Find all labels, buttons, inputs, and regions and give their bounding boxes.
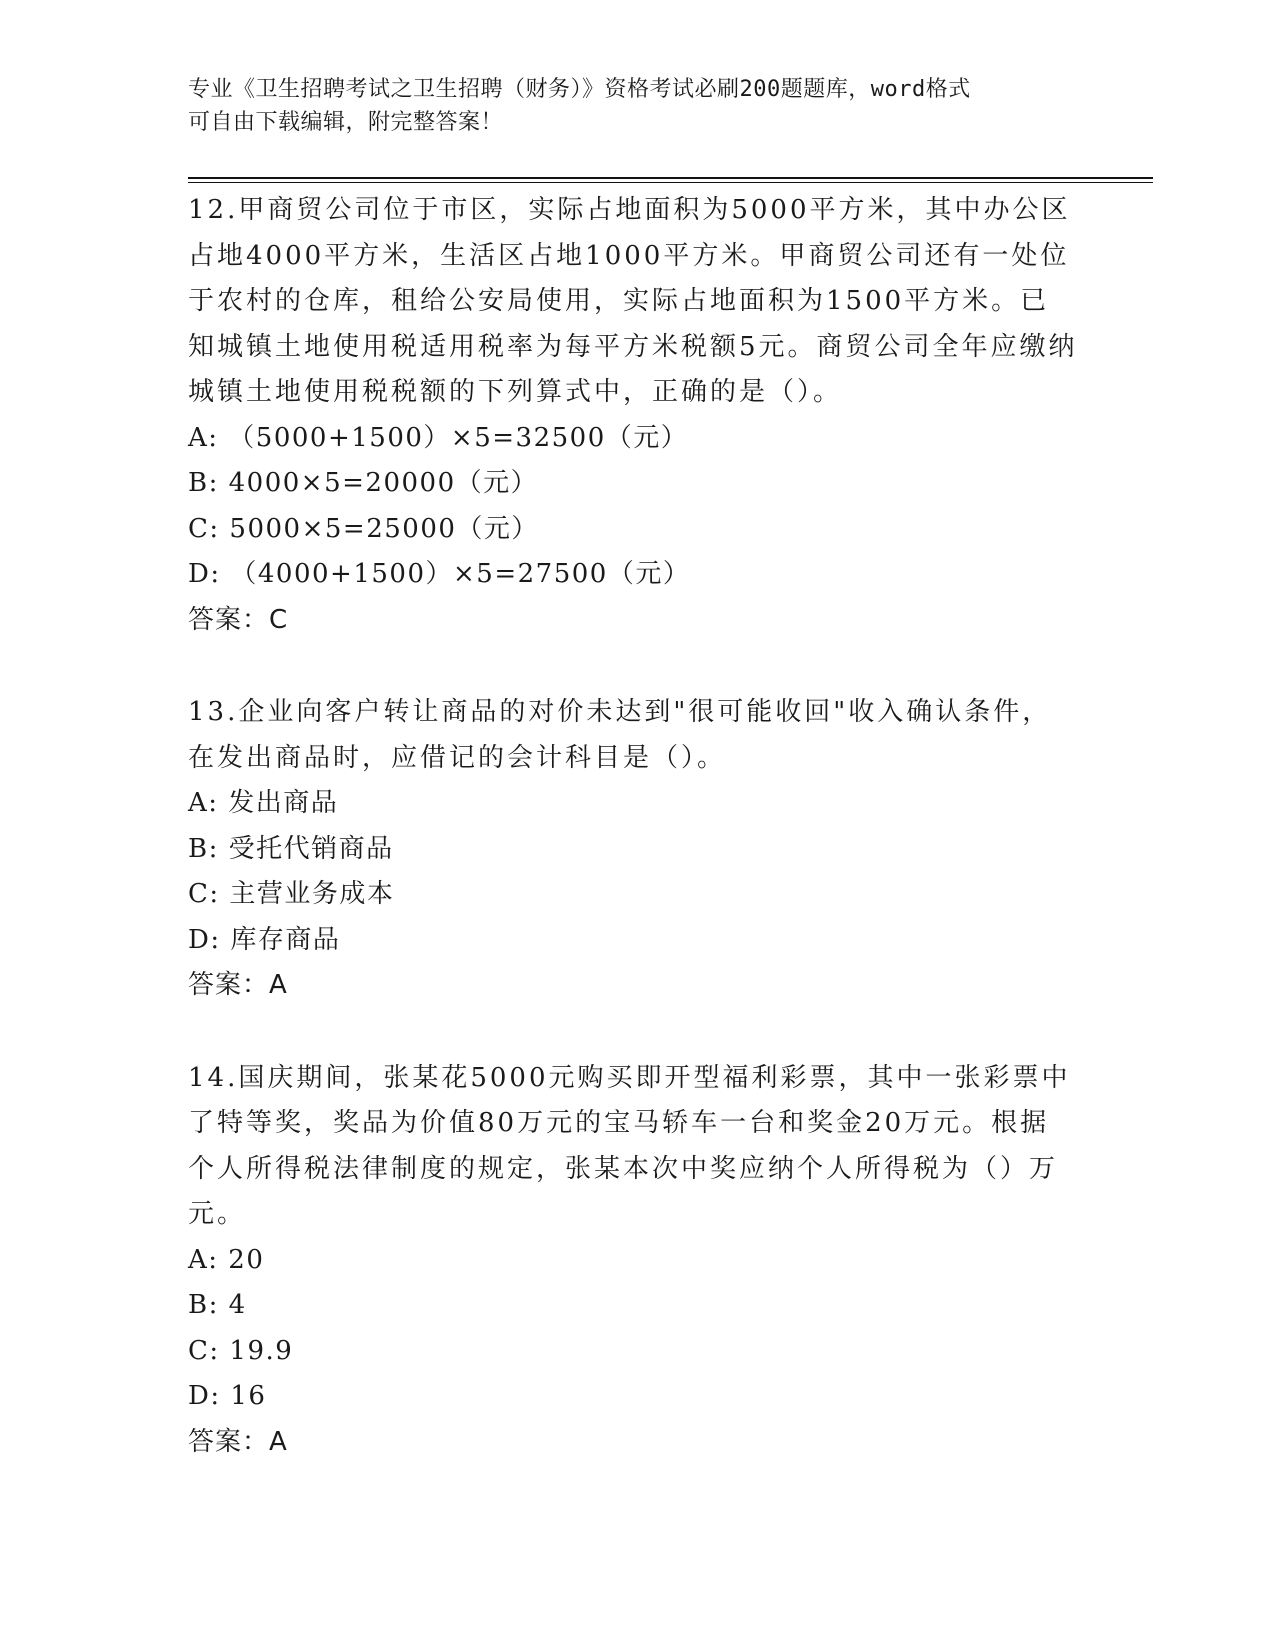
- option-d: D: 库存商品: [188, 924, 341, 955]
- option-c: C: 19.9: [188, 1335, 294, 1366]
- answer: 答案：C: [188, 604, 289, 635]
- option-a: A: 发出商品: [188, 788, 339, 818]
- option-b: B: 4000×5=20000（元）: [188, 468, 539, 498]
- question-13: [188, 690, 1078, 1009]
- document-header: [188, 73, 1068, 139]
- option-c: C: 主营业务成本: [188, 879, 395, 909]
- option-b: B: 受托代销商品: [188, 833, 394, 864]
- question-text: 14.国庆期间，张某花5000元购买即开型福利彩票，其中一张彩票中了特等奖，奖品为价值80万元的宝马轿车一台和奖金20万元。根据个人所得税法律制度的规定，张某本次中奖应纳个人所得税为（）万元。: [188, 1062, 1071, 1229]
- header-line-2: 可自由下载编辑，附完整答案！: [188, 110, 504, 135]
- header-line-1: 专业《卫生招聘考试之卫生招聘（财务）》资格考试必刷200题题库，word格式: [188, 77, 971, 102]
- question-12: [188, 188, 1078, 643]
- option-c: C: 5000×5=25000（元）: [188, 513, 539, 544]
- question-text: 12.甲商贸公司位于市区，实际占地面积为5000平方米，其中办公区占地4000平方米，生活区占地1000平方米。甲商贸公司还有一处位于农村的仓库，租给公安局使用，实际占地面积为1500平方米。已知城镇土地使用税适用税率为每平方米税额5元。商贸公司全年应缴纳城镇土地使用税税额的下列算式中，正确的是（）。: [188, 195, 1078, 407]
- option-d: D: 16: [188, 1381, 267, 1411]
- header-rule-thick: [188, 177, 1153, 179]
- option-b: B: 4: [188, 1290, 247, 1320]
- option-a: A: （5000+1500）×5=32500（元）: [188, 422, 689, 453]
- option-d: D: （4000+1500）×5=27500（元）: [188, 559, 691, 589]
- answer: 答案：A: [188, 1426, 288, 1457]
- question-list: [188, 188, 1078, 1512]
- header-rule-thin: [188, 182, 1153, 183]
- question-14: [188, 1056, 1078, 1466]
- option-a: A: 20: [188, 1244, 265, 1275]
- answer: 答案：A: [188, 970, 288, 1000]
- question-text: 13.企业向客户转让商品的对价未达到"很可能收回"收入确认条件，在发出商品时，应借记的会计科目是（）。: [188, 697, 1052, 773]
